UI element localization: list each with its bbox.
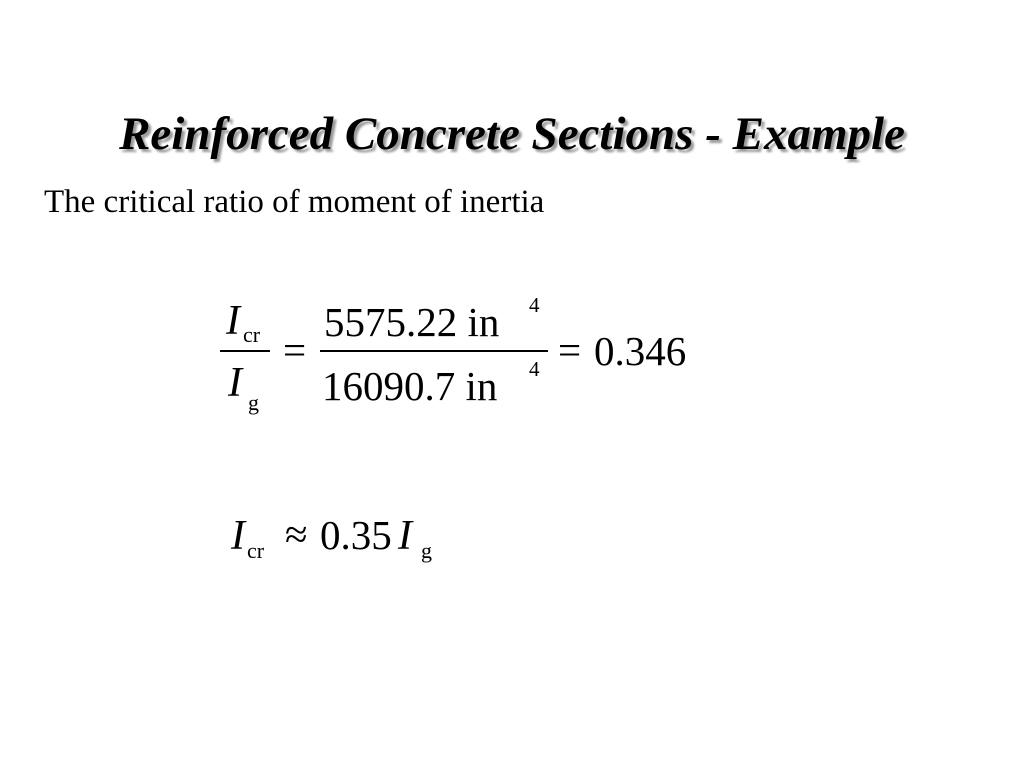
- approx-rhs-subscript: g: [421, 538, 432, 563]
- approx-lhs-symbol: I: [231, 513, 245, 559]
- body-text: The critical ratio of moment of inertia: [44, 184, 545, 220]
- approx-sign: ≈: [285, 511, 308, 557]
- lhs-denominator-symbol: I: [228, 360, 242, 406]
- approx-coefficient: 0.35: [320, 512, 392, 558]
- numerator-exponent: 4: [529, 293, 540, 317]
- result-value: 0.346: [594, 328, 687, 374]
- approx-lhs-subscript: cr: [247, 538, 265, 563]
- approx-rhs-symbol: I: [398, 513, 412, 559]
- equals-sign-2: =: [558, 327, 582, 373]
- lhs-denominator-subscript: g: [248, 390, 259, 415]
- equals-sign-1: =: [283, 327, 307, 373]
- rhs-fraction-bar: [320, 350, 548, 352]
- lhs-numerator-subscript: cr: [243, 322, 261, 347]
- numerator-value: 5575.22 in: [324, 299, 500, 345]
- denominator-exponent: 4: [529, 357, 540, 381]
- lhs-numerator-symbol: I: [226, 298, 240, 344]
- denominator-value: 16090.7 in: [322, 363, 498, 409]
- lhs-fraction-bar: [220, 350, 270, 352]
- slide-title: Reinforced Concrete Sections - Example: [119, 108, 905, 160]
